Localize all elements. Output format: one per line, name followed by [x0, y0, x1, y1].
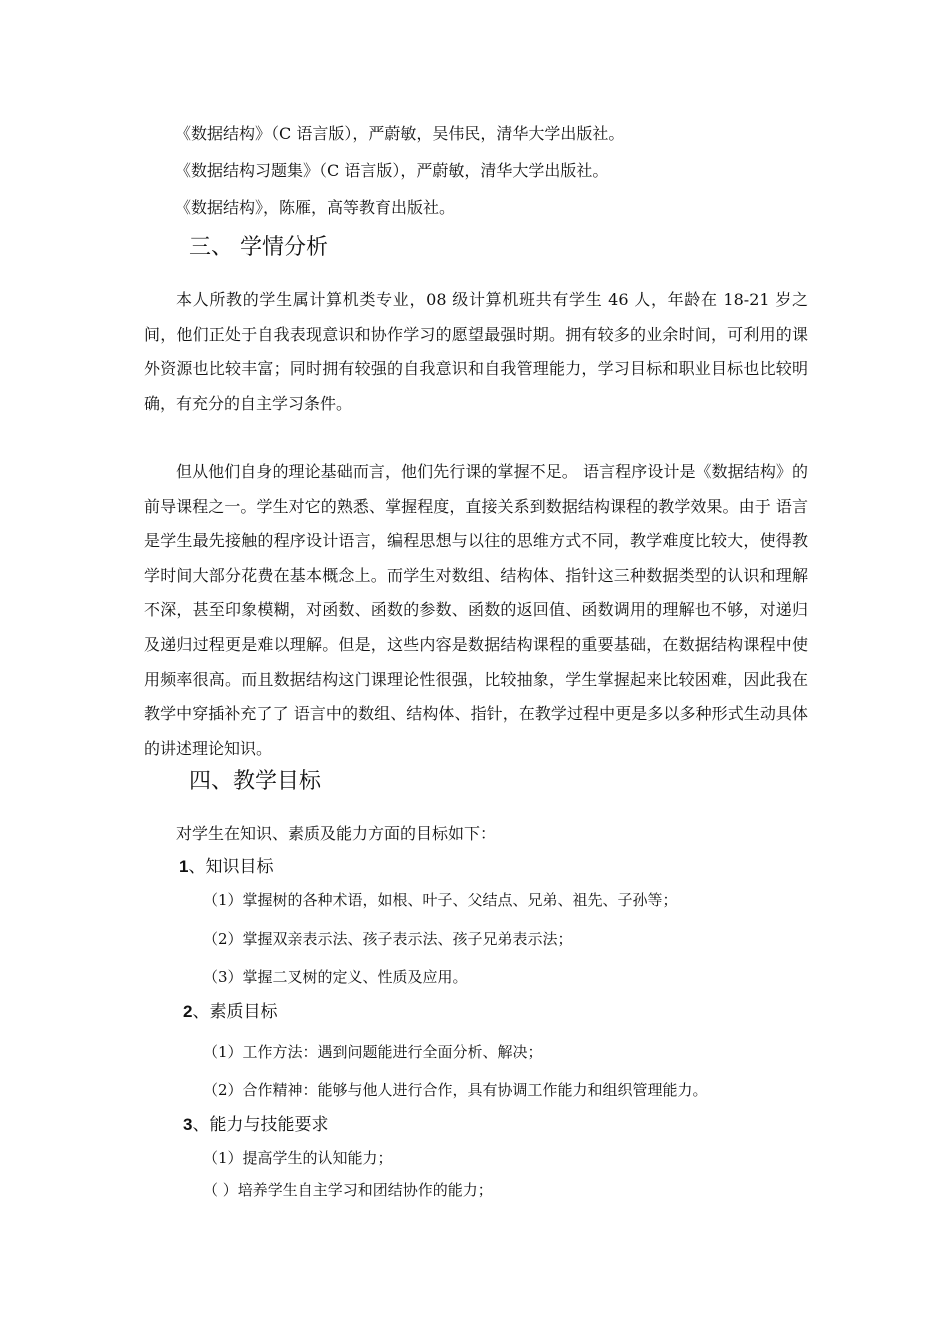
subheading-number: 1 [179, 857, 189, 876]
goal-item: （1）工作方法：遇到问题能进行全面分析、解决； [203, 1043, 543, 1061]
goal-item: （3）掌握二叉树的定义、性质及应用。 [203, 968, 468, 986]
subheading-label: 、能力与技能要求 [192, 1115, 329, 1135]
goal-item: （2）合作精神：能够与他人进行合作，具有协调工作能力和组织管理能力。 [203, 1081, 708, 1099]
subheading-number: 3 [183, 1115, 193, 1134]
section-4-heading: 四、教学目标 [189, 769, 322, 794]
subheading-label: 、知识目标 [188, 857, 274, 877]
subheading-knowledge [179, 857, 273, 877]
goal-item: （1）掌握树的各种术语，如根、叶子、父结点、兄弟、祖先、子孙等； [203, 891, 678, 909]
goal-item: （2）掌握双亲表示法、孩子表示法、孩子兄弟表示法； [203, 930, 573, 948]
reference-1: 《数据结构》（C 语言版），严蔚敏，吴伟民，清华大学出版社。 [175, 124, 625, 143]
goal-item: （ ）培养学生自主学习和团结协作的能力； [203, 1181, 493, 1199]
reference-2: 《数据结构习题集》（C 语言版），严蔚敏，清华大学出版社。 [175, 161, 609, 180]
section-3-heading: 三、 学情分析 [189, 235, 328, 260]
section-3-paragraph-1: 本人所教的学生属计算机类专业，08 级计算机班共有学生 46 人，年龄在 18-21 岁之间，他们正处于自我表现意识和协作学习的愿望最强时期。拥有较多的业余时间，可利用的课外资源也比较丰富；同时拥有较强的自我意识和自我管理能力，学习目标和职业目标也比较明确，有充分的自主学习条件。 [144, 290, 808, 413]
section-3-paragraph-2: 但从他们自身的理论基础而言，他们先行课的掌握不足。 语言程序设计是《数据结构》的前导课程之一。学生对它的熟悉、掌握程度，直接关系到数据结构课程的教学效果。由于 语言是学生最先接触的程序设计语言，编程思想与以往的思维方式不同，教学难度比较大，使得教学时间大部分花费在基本概念上。而学生对数组、结构体、指针这三种数据类型的认识和理解不深，甚至印象模糊，对函数、函数的参数、函数的返回值、函数调用的理解也不够，对递归及递归过程更是难以理解。但是，这些内容是数据结构课程的重要基础，在数据结构课程中使用频率很高。而且数据结构这门课理论性很强，比较抽象，学生掌握起来比较困难，因此我在教学中穿插补充了了 语言中的数组、结构体、指针，在教学过程中更是多以多种形式生动具体的讲述理论知识。 [144, 462, 808, 758]
subheading-number: 2 [183, 1002, 193, 1021]
section-4-intro: 对学生在知识、素质及能力方面的目标如下： [176, 824, 497, 843]
subheading-ability [183, 1115, 328, 1135]
goal-item: （1）提高学生的认知能力； [203, 1149, 393, 1167]
subheading-label: 、素质目标 [192, 1002, 278, 1022]
subheading-quality [183, 1002, 277, 1022]
reference-3: 《数据结构》，陈雁，高等教育出版社。 [175, 198, 456, 217]
